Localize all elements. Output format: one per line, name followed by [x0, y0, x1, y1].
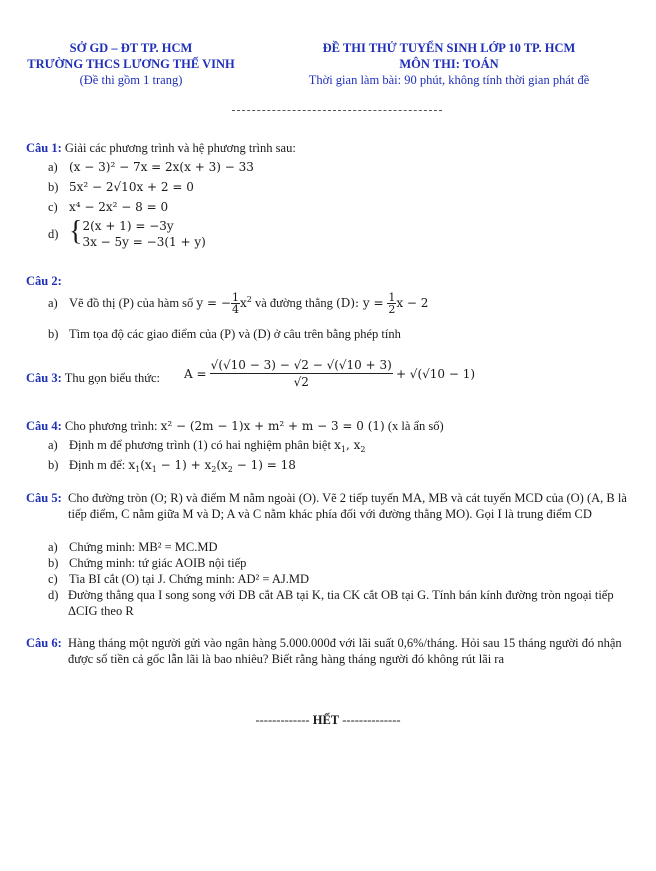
header-divider [232, 110, 442, 111]
question-label: Câu 6: [26, 636, 62, 650]
page-count-note: (Đề thi gồm 1 trang) [79, 73, 183, 87]
q1-item-d: d) { 2(x + 1) = −3y 3x − 5y = −3(1 + y) [48, 216, 206, 249]
equation: (x − 3)² − 7x = 2x(x + 3) − 33 [69, 160, 254, 174]
q4-item-a: a) Định m để phương trình (1) có hai nghiệm phân biệt $x_1$, $x_2$ [48, 438, 366, 454]
parabola-function: y = − $\frac{1}{4}$ $x^2$ [196, 291, 252, 316]
quadratic-equation: x² − (2m − 1)x + m² + m − 3 = 0 (1) [160, 419, 385, 433]
question-label: Câu 5: [26, 491, 62, 505]
q5-item-d-key: d) [48, 588, 59, 602]
school-name: TRƯỜNG THCS LƯƠNG THẾ VINH [27, 57, 235, 71]
roots: $x_1$, $x_2$ [334, 438, 366, 454]
exam-title: ĐỀ THI THỬ TUYỂN SINH LỚP 10 TP. HCM [322, 41, 576, 55]
q3-expression: A = $\frac{√(√10 - 3) - √2 - √(√10 + 3)}{√2}$ + √(√10 − 1) [184, 358, 476, 389]
question-5-text: Cho đường tròn (O; R) và điểm M nằm ngoài (O). Vẽ 2 tiếp tuyến MA, MB và cát tuyến MCD của (O) (A, B là tiếp điểm, C nằm giữa M và D; A và C nằm khác phía đối với đường thẳng MO). Gọi I là trung điểm CD [68, 491, 627, 521]
q5-item-c: c) Tia BI cắt (O) tại J. Chứng minh: AD² = AJ.MD [48, 572, 310, 586]
q1-item-c: c) x⁴ − 2x² − 8 = 0 [48, 200, 169, 214]
question-text: Giải các phương trình và hệ phương trình sau: [64, 141, 296, 155]
question-6-text: Hàng tháng một người gửi vào ngân hàng 5.000.000đ với lãi suất 0,6%/tháng. Hỏi sau 15 tháng người đó nhận được số tiền cả gốc lẫn lãi là bao nhiêu? Biết rằng hàng tháng người đó không rút lãi ra [68, 636, 622, 666]
q2-item-a: a) Vẽ đồ thị (P) của hàm số y = − $\frac{1}{4}$ $x^2$ và đường thẳng (D): y = $\frac{1}{2}$ x − 2 [48, 291, 429, 316]
question-label: Câu 4: [26, 419, 62, 433]
question-4: Câu 4: Cho phương trình: x² − (2m − 1)x + m² + m − 3 = 0 (1) (x là ẩn số) [26, 419, 444, 433]
department-name: SỞ GD – ĐT TP. HCM [69, 41, 193, 55]
question-3: Câu 3: Thu gọn biểu thức: [26, 371, 160, 385]
end-word: HẾT [312, 713, 340, 727]
system-brace: { [69, 216, 83, 247]
header-right [262, 40, 636, 88]
header-left [20, 40, 242, 88]
question-2 [26, 273, 642, 289]
q1-item-b: b) 5x² − 2√10x + 2 = 0 [48, 180, 194, 194]
end-marker: ------------- HẾT -------------- [255, 713, 401, 727]
system-line-2: 3x − 5y = −3(1 + y) [82, 235, 206, 249]
system-line-1: 2(x + 1) = −3y [82, 219, 174, 233]
q4-item-b: b) Định m để: $x_1(x_1 - 1) + x_2(x_2 - 1) = 18$ [48, 458, 296, 474]
question-1 [26, 140, 642, 156]
q2-item-b: b) Tìm tọa độ các giao điểm của (P) và (D) ở câu trên bằng phép tính [48, 327, 401, 341]
q5-item-d-text: Đường thẳng qua I song song với DB cắt AB tại K, tia CK cắt OB tại G. Tính bán kính đường tròn ngoại tiếp ΔCIG theo R [68, 588, 614, 618]
equation: x⁴ − 2x² − 8 = 0 [69, 200, 169, 214]
q5-item-a: a) Chứng minh: MB² = MC.MD [48, 540, 218, 554]
line-function: (D): y = $\frac{1}{2}$ x − 2 [336, 291, 429, 316]
question-label: Câu 1: [26, 141, 62, 155]
q1-item-a: a) (x − 3)² − 7x = 2x(x + 3) − 33 [48, 160, 254, 174]
q5-item-b: b) Chứng minh: tứ giác AOIB nội tiếp [48, 556, 247, 570]
subject-title: MÔN THI: TOÁN [399, 57, 499, 71]
condition-expression: $x_1(x_1 - 1) + x_2(x_2 - 1) = 18$ [128, 458, 296, 474]
equation: 5x² − 2√10x + 2 = 0 [69, 180, 194, 194]
question-label: Câu 2: [26, 274, 62, 288]
question-label: Câu 3: [26, 371, 62, 385]
time-note: Thời gian làm bài: 90 phút, không tính thời gian phát đề [308, 73, 590, 87]
